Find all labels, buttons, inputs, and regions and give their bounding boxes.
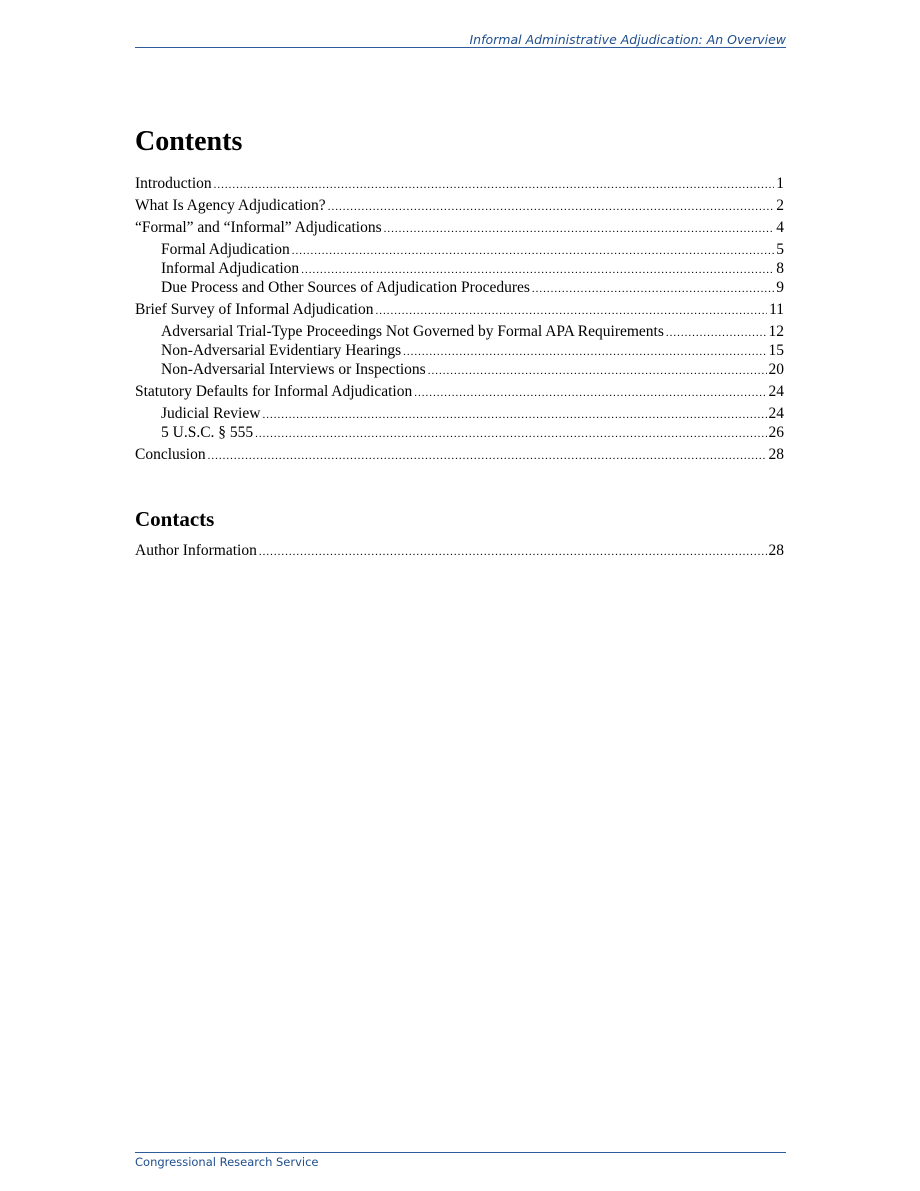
toc-entry-statutory-defaults[interactable]	[135, 382, 784, 401]
toc-dot-leader	[666, 324, 767, 343]
toc-entry-page: 12	[768, 323, 784, 340]
toc-entry-author-information[interactable]	[135, 541, 784, 560]
toc-dot-leader	[532, 280, 774, 299]
toc-dot-leader	[414, 384, 766, 403]
toc-entry-title: Author Information	[135, 542, 257, 559]
toc-entry-conclusion[interactable]	[135, 445, 784, 464]
toc-entry-page: 2	[776, 197, 784, 214]
toc-entry-title: Due Process and Other Sources of Adjudication Procedures	[161, 279, 530, 296]
toc-entry-adversarial-proceedings[interactable]	[135, 322, 784, 341]
toc-dot-leader	[403, 343, 766, 362]
toc-dot-leader	[328, 198, 775, 217]
toc-entry-page: 1	[776, 175, 784, 192]
toc-entry-title: Adversarial Trial-Type Proceedings Not Governed by Formal APA Requirements	[161, 323, 664, 340]
running-header-title: Informal Administrative Adjudication: An Overview	[469, 32, 786, 47]
toc-entry-title: Judicial Review	[161, 405, 261, 422]
toc-entry-title: Conclusion	[135, 446, 206, 463]
toc-entry-introduction[interactable]	[135, 174, 784, 193]
toc-entry-page: 4	[776, 219, 784, 236]
toc-entry-page: 26	[768, 424, 784, 441]
contacts-list	[135, 541, 784, 560]
toc-entry-page: 20	[768, 361, 784, 378]
toc-entry-title: Formal Adjudication	[161, 241, 290, 258]
toc-entry-page: 11	[769, 301, 784, 318]
toc-entry-page: 24	[768, 405, 784, 422]
toc-entry-page: 9	[776, 279, 784, 296]
toc-entry-title: Statutory Defaults for Informal Adjudication	[135, 383, 413, 400]
toc-entry-5-usc-555[interactable]	[135, 423, 784, 442]
toc-entry-formal-adjudication[interactable]	[135, 240, 784, 259]
toc-dot-leader	[375, 302, 767, 321]
toc-dot-leader	[208, 447, 767, 466]
toc-entry-brief-survey[interactable]	[135, 300, 784, 319]
toc-dot-leader	[262, 406, 766, 425]
running-footer	[135, 1155, 319, 1169]
toc-entry-informal-adjudication[interactable]	[135, 259, 784, 278]
toc-dot-leader	[292, 242, 775, 261]
footer-publisher: Congressional Research Service	[135, 1155, 319, 1169]
toc-entry-non-adversarial-interviews[interactable]	[135, 360, 784, 379]
toc-entry-page: 28	[768, 446, 784, 463]
toc-entry-what-is-agency-adjudication[interactable]	[135, 196, 784, 215]
toc-entry-non-adversarial-hearings[interactable]	[135, 341, 784, 360]
toc-entry-title: Introduction	[135, 175, 212, 192]
toc-entry-title: Non-Adversarial Interviews or Inspections	[161, 361, 426, 378]
toc-entry-title: Non-Adversarial Evidentiary Hearings	[161, 342, 402, 359]
toc-entry-page: 5	[776, 241, 784, 258]
toc-dot-leader	[214, 176, 775, 195]
contents-heading: Contents	[135, 126, 243, 157]
toc-entry-page: 15	[768, 342, 784, 359]
toc-entry-page: 28	[768, 542, 784, 559]
running-header	[135, 32, 786, 48]
toc-entry-title: Informal Adjudication	[161, 260, 300, 277]
toc-dot-leader	[384, 220, 775, 239]
table-of-contents	[135, 174, 784, 464]
toc-dot-leader	[259, 543, 767, 562]
toc-dot-leader	[255, 425, 766, 444]
footer-rule	[135, 1152, 786, 1153]
toc-dot-leader	[428, 362, 767, 381]
toc-entry-title: Brief Survey of Informal Adjudication	[135, 301, 374, 318]
contacts-heading: Contacts	[135, 507, 215, 531]
toc-entry-due-process[interactable]	[135, 278, 784, 297]
toc-entry-title: What Is Agency Adjudication?	[135, 197, 326, 214]
toc-entry-formal-and-informal-adjudications[interactable]	[135, 218, 784, 237]
toc-entry-judicial-review[interactable]	[135, 404, 784, 423]
toc-entry-title: 5 U.S.C. § 555	[161, 424, 254, 441]
toc-entry-title: “Formal” and “Informal” Adjudications	[135, 219, 382, 236]
toc-entry-page: 8	[776, 260, 784, 277]
toc-entry-page: 24	[768, 383, 784, 400]
